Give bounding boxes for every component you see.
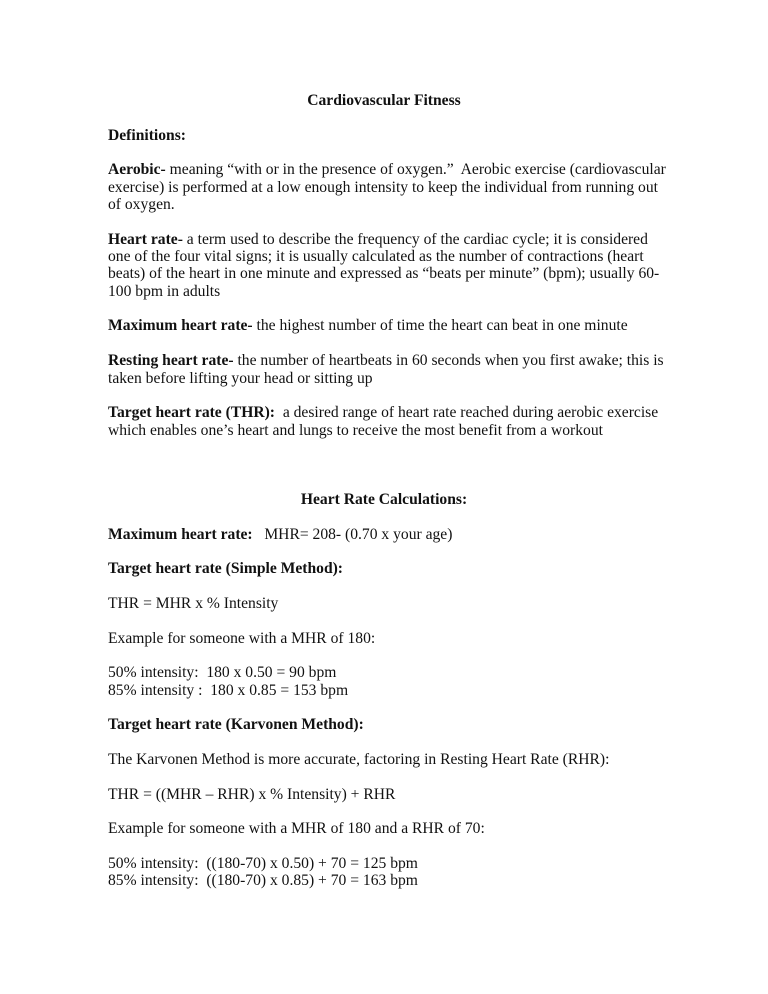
definition-text: exercise) is performed at a low enough intensity to keep the individual from running out [108,178,658,196]
definition-text: one of the four vital signs; it is usually calculated as the number of contractions (heart [108,248,644,266]
definition-text: 100 bpm in adults [108,282,221,300]
definition-text: taken before lifting your head or sitting up [108,369,373,387]
definition-text: the number of heartbeats in 60 seconds when you first awake; this is [233,352,664,370]
simple-formula: THR = MHR x % Intensity [108,594,279,612]
definition-text: beats) of the heart in one minute and expressed as “beats per minute” (bpm); usually 60- [108,265,660,283]
definition-target-heart-rate [108,404,708,439]
term: Resting heart rate- [108,352,234,370]
calculations-heading: Heart Rate Calculations: [300,490,468,508]
definitions-heading: Definitions: [108,126,186,144]
definition-text: a desired range of heart rate reached during aerobic exercise [275,404,659,422]
term: Heart rate- [108,230,183,248]
result-line: 50% intensity: 180 x 0.50 = 90 bpm [108,664,337,682]
karvonen-example: Example for someone with a MHR of 180 and a RHR of 70: [108,820,485,838]
karvonen-method-heading: Target heart rate (Karvonen Method): [108,716,364,734]
term: Target heart rate (THR): [108,404,276,422]
result-line: 85% intensity : 180 x 0.85 = 153 bpm [108,681,349,699]
karvonen-intro: The Karvonen Method is more accurate, factoring in Resting Heart Rate (RHR): [108,751,610,769]
karvonen-results [108,855,708,890]
document-page [108,92,708,907]
document-title: Cardiovascular Fitness [307,92,461,109]
karvonen-formula: THR = ((MHR – RHR) x % Intensity) + RHR [108,785,396,803]
definition-aerobic [108,161,708,213]
mhr-formula: Maximum heart rate: MHR= 208- (0.70 x your age) [108,525,453,543]
definition-max-heart-rate [108,317,708,334]
definition-heart-rate [108,231,708,300]
simple-method-heading: Target heart rate (Simple Method): [108,560,344,578]
term: Maximum heart rate- [108,317,253,335]
term: Aerobic- [108,161,166,179]
definition-text: of oxygen. [108,196,175,214]
result-line: 50% intensity: ((180-70) x 0.50) + 70 = 125 bpm [108,855,418,873]
result-line: 85% intensity: ((180-70) x 0.85) + 70 = 163 bpm [108,872,418,890]
definition-text: the highest number of time the heart can beat in one minute [252,317,628,335]
simple-results [108,664,708,699]
definition-text: which enables one’s heart and lungs to receive the most benefit from a workout [108,421,603,439]
definition-text: meaning “with or in the presence of oxygen.” Aerobic exercise (cardiovascular [165,161,666,179]
definition-text: a term used to describe the frequency of the cardiac cycle; it is considered [182,230,648,248]
definition-resting-heart-rate [108,352,708,387]
simple-example: Example for someone with a MHR of 180: [108,629,376,647]
